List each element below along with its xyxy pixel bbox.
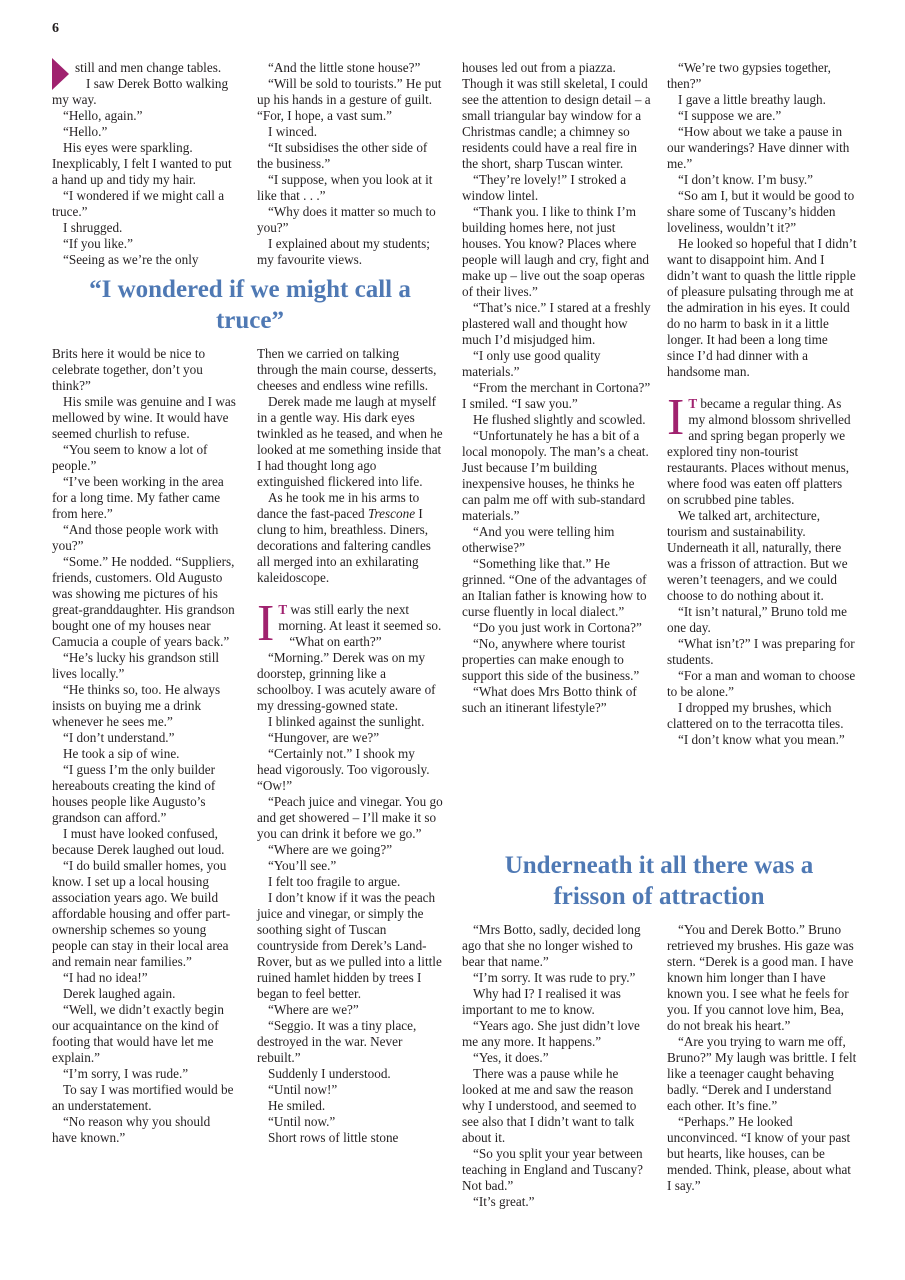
paragraph: “I don’t understand.” [63,730,175,745]
paragraph: “Hello, again.” [63,108,143,123]
paragraph: Derek laughed again. [63,986,176,1001]
paragraph: “Years ago. She just didn’t love me any more. It happens.” [462,1018,640,1049]
paragraph: “Do you just work in Cortona?” [473,620,642,635]
paragraph: “He thinks so, too. He always insists on buying me a drink whenever he sees me.” [52,682,221,729]
paragraph: “Seeing as we’re the only [63,252,199,267]
paragraph: Derek made me laugh at myself in a gentle way. His dark eyes twinkled as he teased, and when he looked at me something inside that I had thought long ago extinguished flickered into life. [257,394,443,489]
page-number: 6 [52,21,59,36]
column-4-top [667,60,857,748]
section-opening-paragraph [667,389,857,508]
paragraph: “So am I, but it would be good to share some of Tuscany’s hidden loveliness, wouldn’t it?” [667,188,855,235]
paragraph: “And the little stone house?” [268,60,421,75]
paragraph: “Unfortunately he has a bit of a local monopoly. The man’s a cheat. Just because I’m building inexpensive houses, he thinks he can palm me off with sub-standard materials.” [462,428,649,523]
dance-name: Trescone [367,506,416,521]
paragraph: “I do build smaller homes, you know. I set up a local housing association years ago. We build affordable housing and offer part-ownership schemes so young people can stay in their local area and remain near families.” [52,858,231,969]
paragraph: “Why does it matter so much to you?” [257,204,436,235]
paragraph: “Are you trying to warn me off, Bruno?” My laugh was brittle. I felt like a teenager caught behaving badly. “Derek and I understand each other. It’s fine.” [667,1034,857,1113]
paragraph: There was a pause while he looked at me and saw the reason why I understood, and seemed to see also that I didn’t want to talk about it. [462,1066,637,1145]
paragraph: Brits here it would be nice to celebrate together, don’t you think?” [52,346,206,393]
paragraph: I don’t know if it was the peach juice and vinegar, or simply the soothing sight of Tuscan countryside from Derek’s Land-Rover, but as we pulled into a little ruined hamlet hidden by trees I began to feel better. [257,890,442,1001]
paragraph: “Until now.” [268,1114,336,1129]
pull-quote: Underneath it all there was a frisson of attraction [504,852,814,910]
paragraph: “You and Derek Botto.” Bruno retrieved my brushes. His gaze was stern. “Derek is a good man. I have known him longer than I have known you. I see what he feels for you. If you cannot love him, Bea, do not break his heart.” [667,922,854,1033]
paragraph: “I had no idea!” [63,970,148,985]
paragraph: “And you were telling him otherwise?” [462,524,615,555]
paragraph: “Perhaps.” He looked unconvinced. “I know of your past but hearts, like houses, can be mended. Think, please, about what I say.” [667,1114,851,1193]
paragraph: “Mrs Botto, sadly, decided long ago that she no longer wished to bear that name.” [462,922,641,969]
paragraph: “Yes, it does.” [473,1050,549,1065]
paragraph: “Hungover, are we?” [268,730,380,745]
paragraph: He smiled. [268,1098,326,1113]
paragraph: I shrugged. [63,220,123,235]
paragraph: “I don’t know what you mean.” [678,732,845,747]
paragraph: “That’s nice.” I stared at a freshly plastered wall and thought how much I’d misjudged him. [462,300,651,347]
paragraph: I saw Derek Botto walking my way. [52,76,229,107]
pull-quote: “I wondered if we might call a truce” [89,276,411,334]
paragraph: “No, anywhere where tourist properties can make enough to support this side of the business.” [462,636,640,683]
paragraph: We talked art, architecture, tourism and sustainability. Underneath it all, naturally, there was a frisson of attraction. But we weren’t teenagers, and we could choose to do nothing about it. [667,508,848,603]
paragraph: I dropped my brushes, which clattered on to the terracotta tiles. [667,700,844,731]
paragraph: “He’s lucky his grandson still lives locally.” [52,650,220,681]
paragraph: He took a sip of wine. [63,746,180,761]
paragraph: “Where are we going?” [268,842,393,857]
paragraph: “I’m sorry. It was rude to pry.” [473,970,636,985]
column-3-top [462,60,652,716]
paragraph: “I suppose we are.” [678,108,782,123]
paragraph: Why had I? I realised it was important to me to know. [462,986,621,1017]
paragraph: “Hello.” [63,124,108,139]
paragraph: “If you like.” [63,236,133,251]
paragraph: “We’re two gypsies together, then?” [667,60,831,91]
paragraph [257,490,443,586]
paragraph: “Peach juice and vinegar. You go and get showered – I’ll make it so you can drink it before we go.” [257,794,443,841]
paragraph: “Where are we?” [268,1002,359,1017]
paragraph-text: was still early the next morning. At least it seemed so. [278,602,442,633]
paragraph: I winced. [268,124,318,139]
paragraph: “I don’t know. I’m busy.” [678,172,814,187]
paragraph-text: still and men change tables. [75,60,222,75]
paragraph: “Something like that.” He grinned. “One of the advantages of an Italian father is knowing how to curse fluently in local dialect.” [462,556,647,619]
paragraph: I felt too fragile to argue. [268,874,401,889]
paragraph: He looked so hopeful that I didn’t want to disappoint him. And I didn’t want to quash the little ripple of pleasure pulsating through me at the admiration in his eyes. It could do no harm to bask in it a little longer. It had been a long time since I’d had dinner with a handsome man. [667,236,857,379]
drop-cap: I [257,595,275,652]
column-4-bottom [667,922,857,1194]
paragraph: “Well, we didn’t exactly begin our acquaintance on the kind of footing that would have let me explain.” [52,1002,224,1065]
paragraph: “What does Mrs Botto think of such an itinerant lifestyle?” [462,684,637,715]
paragraph: “What on earth?” [289,634,382,649]
paragraph [52,60,238,76]
paragraph: “Will be sold to tourists.” He put up his hands in a gesture of guilt. “For, I hope, a vast sum.” [257,76,442,123]
paragraph: Then we carried on talking through the main course, desserts, cheeses and endless wine refills. [257,346,437,393]
lead-in-letter: T [278,602,288,617]
column-1-bottom [52,346,238,1146]
column-2-bottom [257,346,443,1146]
paragraph: “I’ve been working in the area for a long time. My father came from here.” [52,474,224,521]
paragraph: “Seggio. It was a tiny place, destroyed in the war. Never rebuilt.” [257,1018,417,1065]
paragraph: I must have looked confused, because Derek laughed out loud. [52,826,225,857]
paragraph-text: I clung to him, breathless. Diners, decorations and faltering candles all merged into an exhilarating kaleidoscope. [257,506,431,585]
paragraph: “It isn’t natural,” Bruno told me one day. [667,604,847,635]
paragraph: Short rows of little stone [268,1130,399,1145]
paragraph: “So you split your year between teaching in England and Tuscany? Not bad.” [462,1146,643,1193]
paragraph: “What isn’t?” I was preparing for students. [667,636,855,667]
paragraph: I gave a little breathy laugh. [678,92,826,107]
column-2-top [257,60,443,268]
paragraph: I blinked against the sunlight. [268,714,425,729]
paragraph: “For a man and woman to choose to be alone.” [667,668,856,699]
paragraph: “It’s great.” [473,1194,535,1209]
paragraph: “They’re lovely!” I stroked a window lintel. [462,172,627,203]
paragraph: “I wondered if we might call a truce.” [52,188,225,219]
paragraph: To say I was mortified would be an understatement. [52,1082,234,1113]
paragraph: “I only use good quality materials.” [462,348,601,379]
paragraph: “And those people work with you?” [52,522,219,553]
lead-in-letter: T [688,396,698,411]
story-continuation-marker [52,58,69,90]
paragraph: “I guess I’m the only builder hereabouts creating the kind of houses people like Augusto’s grandson can afford.” [52,762,216,825]
paragraph: “Some.” He nodded. “Suppliers, friends, customers. Old Augusto was showing me pictures of his great-granddaughter. His grandson bought one of my houses near Camucia a couple of years back.” [52,554,235,649]
drop-cap: I [667,389,685,446]
paragraph: “You’ll see.” [268,858,337,873]
paragraph: “I suppose, when you look at it like that . . .” [257,172,433,203]
paragraph: “Morning.” Derek was on my doorstep, grinning like a schoolboy. I was acutely aware of my dressing-gowned state. [257,650,436,713]
column-1-top [52,60,238,268]
paragraph: “How about we take a pause in our wanderings? Have dinner with me.” [667,124,850,171]
paragraph: “Thank you. I like to think I’m building homes here, not just houses. You know? Places where people will laugh and cry, fight and make up – live out the soap operas of their lives.” [462,204,650,299]
paragraph: He flushed slightly and scowled. [473,412,646,427]
paragraph: Suddenly I understood. [268,1066,391,1081]
paragraph: “No reason why you should have known.” [52,1114,211,1145]
paragraph: houses led out from a piazza. Though it was still skeletal, I could see the attention to design detail – a small triangular bay window for a Christmas candle; a chimney so residents could have a real fire in the short, sharp Tuscan winter. [462,60,651,171]
paragraph: His smile was genuine and I was mellowed by wine. It would have seemed churlish to refuse. [52,394,236,441]
paragraph: “You seem to know a lot of people.” [52,442,208,473]
paragraph-text: As he took me in his arms to dance the fast-paced [257,490,420,521]
paragraph-text: became a regular thing. As my almond blossom shrivelled and spring began properly we explored tiny non-tourist restaurants. Places without menus, where food was eaten off platters on scrubbed pine tables. [667,396,851,507]
paragraph: “It subsidises the other side of the business.” [257,140,428,171]
paragraph: I explained about my students; my favourite views. [257,236,430,267]
paragraph: “From the merchant in Cortona?” I smiled. “I saw you.” [462,380,651,411]
paragraph: “Certainly not.” I shook my head vigorously. Too vigorously. “Ow!” [257,746,430,793]
paragraph: “I’m sorry, I was rude.” [63,1066,189,1081]
paragraph: His eyes were sparkling. Inexplicably, I felt I wanted to put a hand up and tidy my hair. [52,140,232,187]
paragraph: “Until now!” [268,1082,338,1097]
column-3-bottom [462,922,652,1210]
